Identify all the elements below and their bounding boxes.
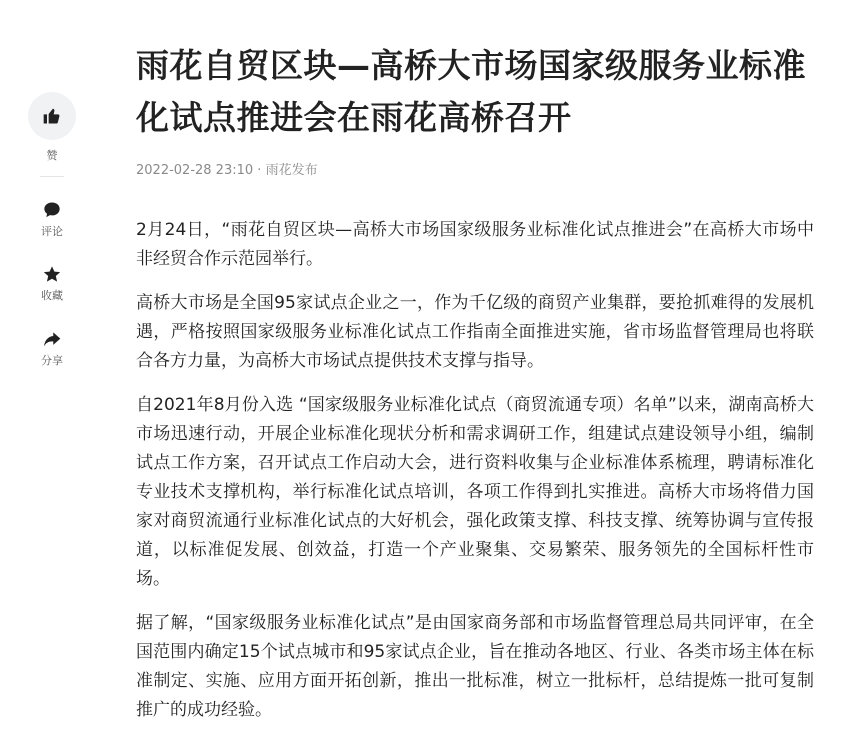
like-label: 赞 (46, 149, 58, 162)
share-button[interactable] (28, 329, 76, 368)
favorite-button[interactable] (28, 264, 76, 303)
article-body (136, 216, 814, 740)
comment-label: 评论 (41, 225, 63, 238)
article-meta (136, 162, 318, 180)
article-title: 雨花自贸区块—高桥大市场国家级服务业标准化试点推进会在雨花高桥召开 (136, 46, 806, 137)
article-source[interactable]: 雨花发布 (265, 163, 318, 178)
like-button[interactable] (28, 92, 76, 140)
meta-separator: · (253, 163, 266, 178)
star-icon (42, 264, 62, 284)
article-paragraph: 2月24日，“雨花自贸区块—高桥大市场国家级服务业标准化试点推进会”在高桥大市场中非经贸合作示范园举行。 (136, 220, 814, 269)
share-label: 分享 (41, 354, 63, 367)
publish-date: 2022-02-28 23:10 (136, 163, 254, 178)
article-paragraph: 据了解，“国家级服务业标准化试点”是由国家商务部和市场监督管理总局共同评审，在全国范围内确定15个试点城市和95家试点企业，旨在推动各地区、行业、各类市场主体在标准制定、实施、应用方面开拓创新，推出一批标准，树立一批标杆，总结提炼一批可复制推广的成功经验。 (136, 613, 814, 720)
comment-button[interactable] (28, 200, 76, 239)
action-sidebar (28, 92, 76, 367)
thumbs-up-icon (42, 106, 62, 126)
share-icon (42, 329, 62, 349)
sidebar-divider (40, 176, 64, 177)
article-paragraph: 自2021年8月份入选 “国家级服务业标准化试点（商贸流通专项）名单”以来，湖南高桥大市场迅速行动，开展企业标准化现状分析和需求调研工作，组建试点建设领导小组，编制试点工作方案，召开试点工作启动大会，进行资料收集与企业标准体系梳理，聘请标准化专业技术支撑机构，举行标准化试点培训，各项工作得到扎实推进。高桥大市场将借力国家对商贸流通行业标准化试点的大好机会，强化政策支撑、科技支撑、统筹协调与宣传报道，以标准促发展、创效益，打造一个产业聚集、交易繁荣、服务领先的全国标杆性市场。 (136, 395, 814, 589)
favorite-label: 收藏 (41, 289, 63, 302)
article-paragraph: 高桥大市场是全国95家试点企业之一，作为千亿级的商贸产业集群，要抢抓难得的发展机遇，严格按照国家级服务业标准化试点工作指南全面推进实施，省市场监督管理局也将联合各方力量，为高桥大市场试点提供技术支撑与指导。 (136, 293, 814, 371)
comment-icon (42, 200, 62, 220)
